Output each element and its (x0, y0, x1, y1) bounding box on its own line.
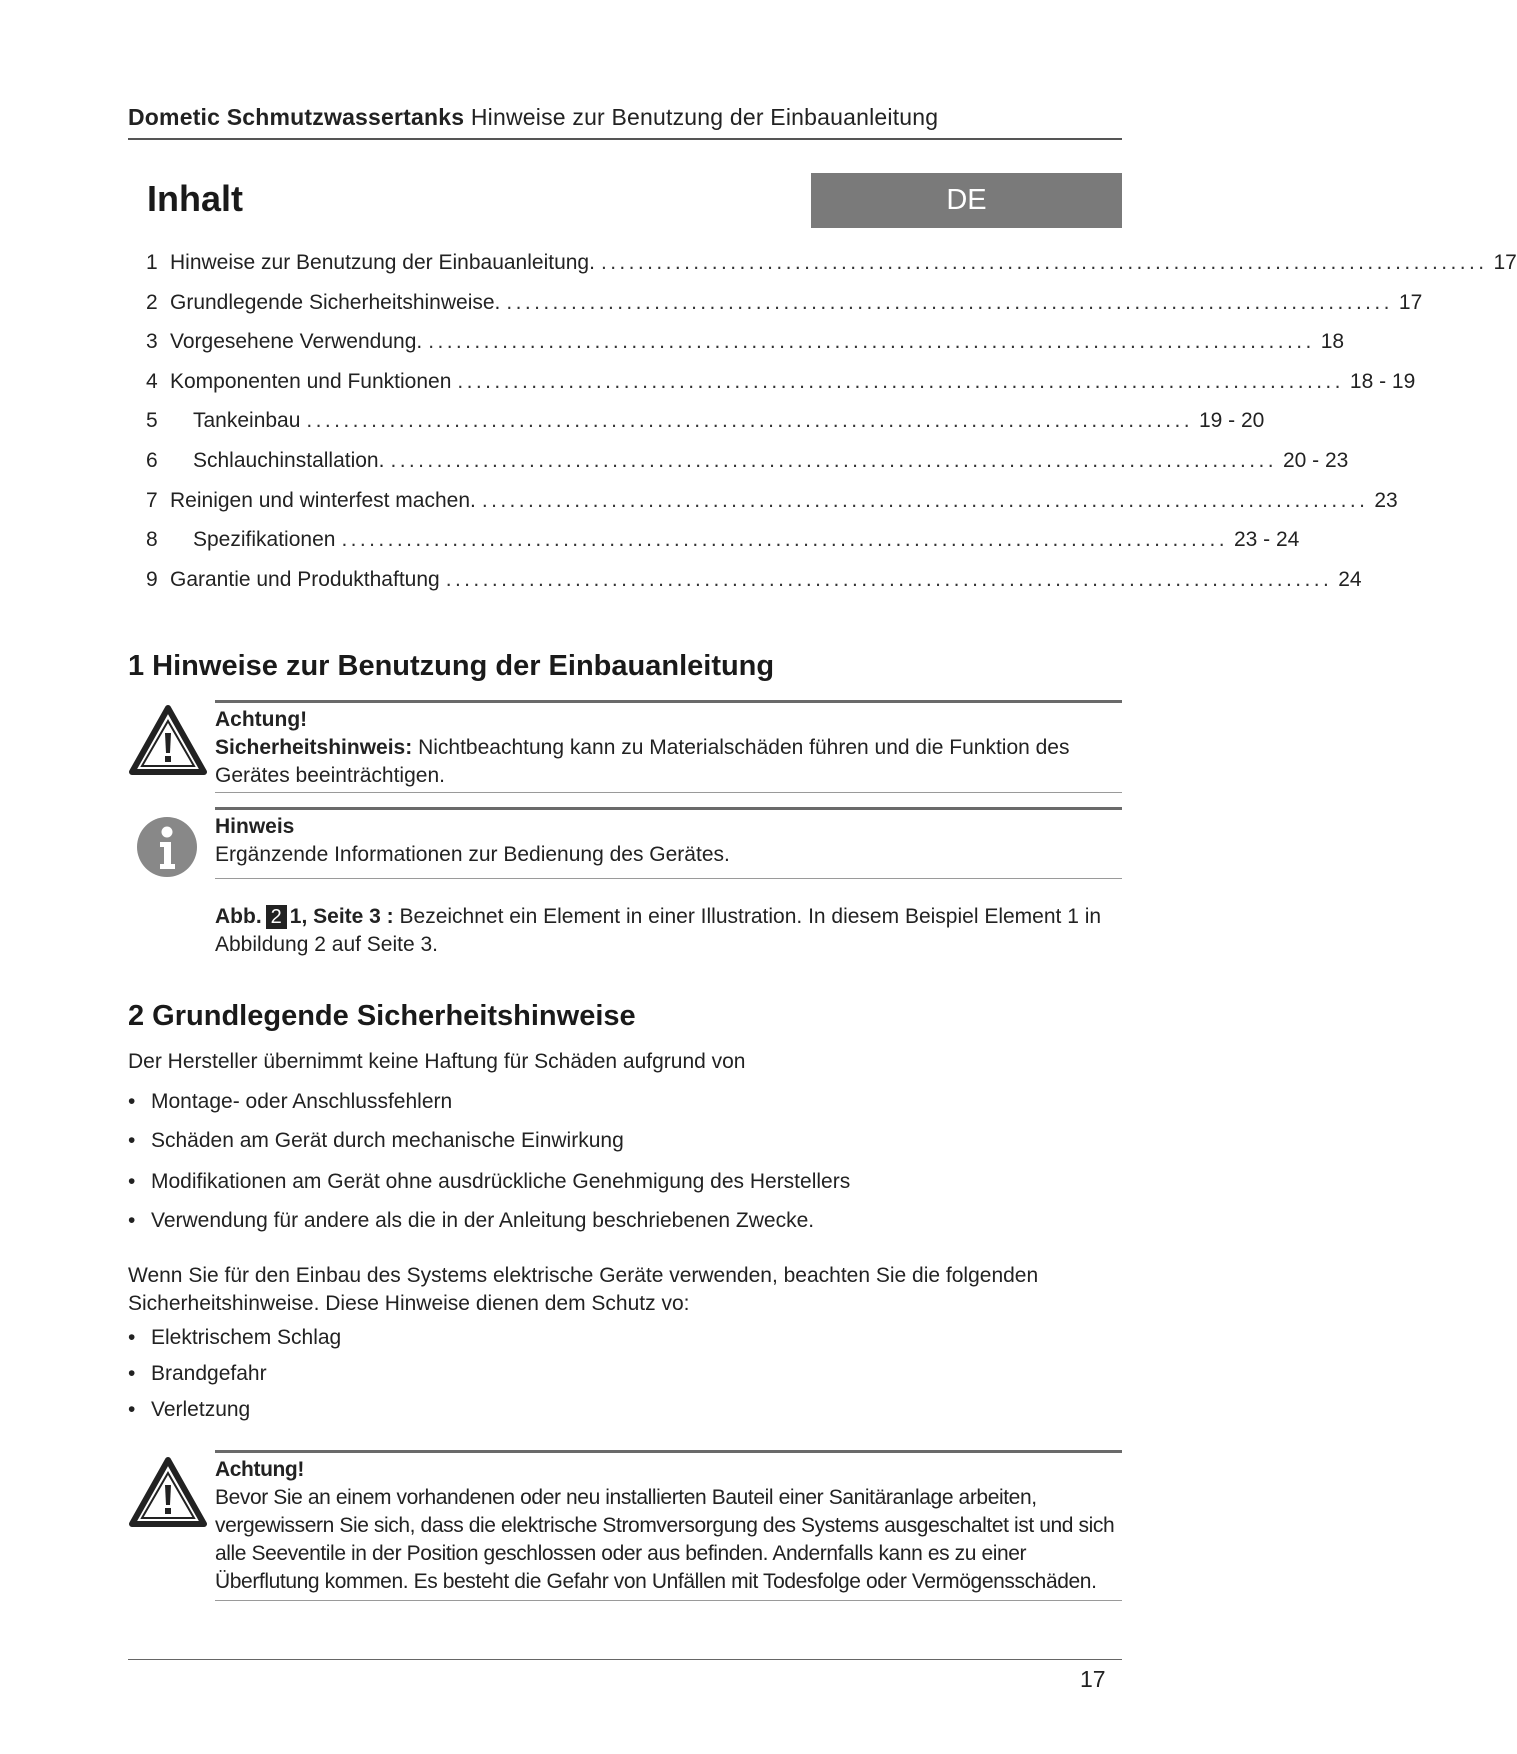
section-2-intro: Der Hersteller übernimmt keine Haftung für Schäden aufgrund von (128, 1050, 746, 1073)
section-2-paragraph: Wenn Sie für den Einbau des Systems elektrische Geräte verwenden, beachten Sie die folgenden Sicherheitshinweise. Diese Hinweise dienen dem Schutz vo: (128, 1264, 1039, 1315)
toc-entry[interactable] (146, 409, 1265, 449)
toc-entry[interactable] (146, 369, 1416, 410)
section-1-heading: 1 Hinweise zur Benutzung der Einbauanleitung (128, 650, 775, 682)
list-item: • Verletzung (128, 1398, 251, 1421)
list-item: • Modifikationen am Gerät ohne ausdrückliche Genehmigung des Herstellers (128, 1170, 851, 1193)
toc-entry[interactable] (146, 330, 1345, 370)
list-item-text: Schäden am Gerät durch mechanische Einwirkung (151, 1129, 624, 1152)
abb-prefix: Abb. (215, 905, 262, 928)
notice-text: Bevor Sie an einem vorhandenen oder neu installierten Bauteil einer Sanitäranlage arbeiten, vergewissern Sie sich, dass die elektrische Stromversorgung des Systems ausgeschaltet ist und sich alle Seeventile in der Position geschlossen oder aus befinden. Andernfalls kann es zu einer Überflutung kommen. Es besteht die Gefahr von Unfällen mit Todesfolge oder Vermögensschäden. (215, 1486, 1115, 1593)
notice-bottom-rule (215, 878, 1122, 879)
table-of-contents (146, 251, 1517, 607)
list-item: • Verwendung für andere als die in der Anleitung beschriebenen Zwecke. (128, 1209, 815, 1232)
list-item-text: Verletzung (151, 1398, 251, 1421)
toc-entry-number: 6 (146, 448, 158, 472)
toc-leader-dots: ................................................................................................ (341, 528, 1228, 552)
abb-ref: 1, Seite 3 : (289, 905, 394, 928)
notice-text (215, 734, 1122, 790)
toc-entry-number: 2 (146, 290, 158, 314)
toc-entry-label: Vorgesehene Verwendung. (170, 330, 423, 354)
notice-bottom-rule (215, 1600, 1122, 1601)
list-item-text: Verwendung für andere als die in der Anleitung beschriebenen Zwecke. (151, 1209, 815, 1232)
figure-reference-explanation (215, 903, 1115, 959)
notice-top-rule (215, 700, 1122, 703)
toc-leader-dots: ................................................................................................ (428, 330, 1315, 354)
toc-leader-dots: ................................................................................................ (445, 567, 1333, 591)
toc-entry-number: 5 (146, 409, 158, 433)
toc-entry-label: Tankeinbau (193, 409, 301, 433)
list-item: • Elektrischem Schlag (128, 1326, 342, 1349)
toc-entry-number: 3 (146, 330, 158, 354)
toc-entry[interactable] (146, 448, 1349, 489)
abb-text: Bezeichnet ein Element in einer Illustration. In diesem Beispiel Element 1 in Abbildung 2 auf Seite 3. (215, 905, 1102, 956)
section-2-heading: 2 Grundlegende Sicherheitshinweise (128, 1000, 636, 1032)
warning-triangle-icon (128, 704, 208, 781)
toc-entry-label: Grundlegende Sicherheitshinweise. (170, 290, 501, 314)
toc-entry-label: Garantie und Produkthaftung (170, 567, 440, 591)
toc-entry-label: Schlauchinstallation. (193, 448, 385, 472)
toc-entry-label: Reinigen und winterfest machen. (170, 488, 476, 512)
toc-entry-label: Spezifikationen (193, 528, 336, 552)
toc-entry-label: Hinweise zur Benutzung der Einbauanleitung. (170, 251, 595, 274)
toc-leader-dots: ................................................................................................ (600, 251, 1488, 274)
toc-leader-dots: ................................................................................................ (506, 290, 1393, 314)
notice-message: Nichtbeachtung kann zu Materialschäden führen und die Funktion des Gerätes beeinträchtigen. (215, 736, 1070, 787)
toc-entry-page: 18 (1320, 330, 1345, 354)
notice-body (215, 1456, 1122, 1596)
notice-body (215, 706, 1122, 790)
list-item: • Brandgefahr (128, 1362, 267, 1385)
warning-triangle-icon (128, 1456, 208, 1533)
header-brand: Dometic Schmutzwassertanks (128, 104, 465, 130)
notice-text: Ergänzende Informationen zur Bedienung des Gerätes. (215, 843, 730, 866)
toc-entry[interactable] (146, 567, 1362, 608)
toc-entry[interactable] (146, 251, 1517, 291)
notice-top-rule (215, 807, 1122, 810)
header-subtitle: Hinweise zur Benutzung der Einbauanleitung (470, 104, 939, 130)
toc-entry-number: 8 (146, 528, 158, 552)
toc-entry[interactable] (146, 488, 1398, 529)
page-number: 17 (1080, 1666, 1106, 1692)
list-item-text: Brandgefahr (151, 1362, 267, 1385)
list-item: • Montage- oder Anschlussfehlern (128, 1090, 453, 1113)
toc-leader-dots: ................................................................................................ (481, 488, 1369, 512)
toc-leader-dots: ................................................................................................ (457, 369, 1344, 393)
toc-entry-number: 4 (146, 369, 158, 393)
list-item: • Schäden am Gerät durch mechanische Einwirkung (128, 1129, 624, 1152)
running-header (128, 104, 1122, 131)
toc-entry-page: 20 - 23 (1282, 448, 1349, 472)
toc-entry[interactable] (146, 528, 1300, 568)
footer-divider (128, 1659, 1122, 1660)
toc-entry-page: 18 - 19 (1349, 369, 1416, 393)
list-item-text: Elektrischem Schlag (151, 1326, 342, 1349)
toc-entry-page: 23 (1374, 488, 1398, 512)
toc-entry-number: 7 (146, 488, 158, 512)
notice-title: Achtung! (215, 1458, 304, 1481)
notice-title: Achtung! (215, 708, 308, 731)
notice-title: Hinweis (215, 815, 295, 838)
list-item-text: Montage- oder Anschlussfehlern (151, 1090, 453, 1113)
toc-entry-page: 23 - 24 (1233, 528, 1300, 552)
toc-entry-number: 9 (146, 567, 158, 591)
info-icon (135, 815, 199, 884)
toc-entry-page: 17 (1493, 251, 1517, 274)
toc-entry-page: 24 (1338, 567, 1362, 591)
toc-entry[interactable] (146, 290, 1423, 331)
toc-entry-label: Komponenten und Funktionen (170, 369, 452, 393)
toc-entry-page: 19 - 20 (1198, 409, 1265, 433)
notice-body (215, 813, 1122, 869)
notice-bottom-rule (215, 792, 1122, 793)
toc-entry-number: 1 (146, 251, 158, 274)
notice-label: Sicherheitshinweis: (215, 736, 413, 759)
toc-title: Inhalt (147, 178, 243, 219)
figure-number-badge: 2 (266, 905, 287, 929)
toc-leader-dots: ................................................................................................ (390, 448, 1277, 472)
list-item-text: Modifikationen am Gerät ohne ausdrückliche Genehmigung des Herstellers (151, 1170, 851, 1193)
header-divider (128, 138, 1122, 140)
language-badge: DE (811, 173, 1122, 228)
notice-top-rule (215, 1450, 1122, 1453)
toc-leader-dots: ................................................................................................ (306, 409, 1193, 433)
toc-entry-page: 17 (1398, 290, 1423, 314)
